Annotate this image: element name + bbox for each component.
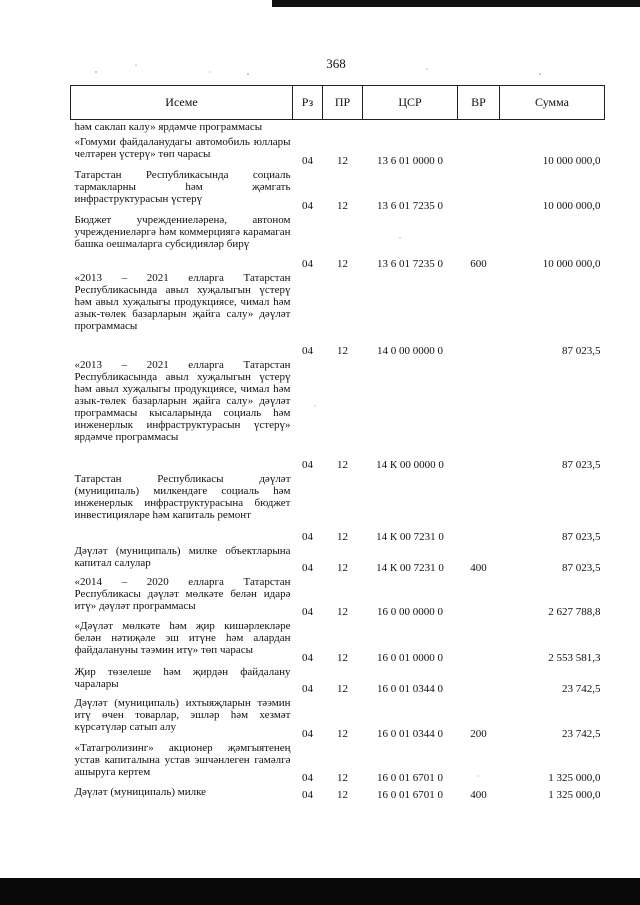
row-name: Дәүләт (муниципаль) ихтыяҗларын тәэмин итү өчен товарлар, эшләр һәм хезмәт күрсәтүләр сатып алу [74,696,291,733]
row-pr: 12 [337,651,348,664]
row-pr: 12 [337,682,348,695]
header-csr: ЦСР [363,86,458,120]
row-csr: 13 6 01 0000 0 [377,154,443,167]
row-name: Дәүләт (муниципаль) милке [74,785,207,798]
row-rz: 04 [302,530,313,543]
scan-edge-top [272,0,640,7]
table-row [71,358,605,472]
scan-edge-bottom [0,878,640,905]
table-row [71,741,605,785]
row-pr: 12 [337,727,348,740]
row-vr [458,741,500,785]
row-pr: 12 [337,561,348,574]
row-name: «Татагролизинг» акционер җәмгыятенең устав капиталына устав эшчәнлеген гамәлгә ашыруга кертем [74,741,291,778]
row-vr [458,665,500,696]
row-rz [293,120,323,135]
row-sum: 10 000 000,0 [542,257,601,270]
row-vr [458,619,500,665]
row-csr: 16 0 00 0000 0 [377,605,443,618]
row-pr: 12 [337,344,348,357]
row-sum: 23 742,5 [562,682,601,695]
row-vr [458,271,500,358]
budget-table [70,85,604,802]
table-row [71,696,605,741]
table-row [71,472,605,544]
table-row [71,135,605,168]
row-sum: 1 325 000,0 [548,771,601,784]
row-name: «Гомуми файдаланудагы автомобиль юллары челтәрен үстерү» төп чарасы [74,135,291,160]
table-row [71,544,605,575]
row-sum: 2 553 581,3 [548,651,601,664]
row-sum: 10 000 000,0 [542,199,601,212]
row-vr [458,472,500,544]
row-csr: 16 0 01 0344 0 [377,682,443,695]
row-sum: 87 023,5 [562,561,601,574]
row-name: һәм саклап калу» ярдәмче программасы [74,121,263,133]
row-rz: 04 [302,561,313,574]
table-row [71,575,605,619]
header-name: Исеме [71,86,293,120]
row-pr: 12 [337,257,348,270]
row-csr: 16 0 01 0000 0 [377,651,443,664]
table-row [71,168,605,213]
row-csr: 14 К 00 7231 0 [376,530,444,543]
row-rz: 04 [302,257,313,270]
row-rz: 04 [302,344,313,357]
header-rz: Рз [293,86,323,120]
row-name: Татарстан Республикасы дәүләт (муниципаль) милкендәге социаль һәм инженерлык инфраструктурасына бюджет инвестицияләре һәм капиталь ремонт [74,472,291,521]
row-pr: 12 [337,154,348,167]
row-name: «2014 – 2020 елларга Татарстан Республикасы дәүләт мөлкәте белән идарә итү» дәүләт программасы [74,575,291,612]
table-row [71,619,605,665]
table-row [71,271,605,358]
row-pr: 12 [337,199,348,212]
row-vr: 400 [470,561,487,574]
row-name: Бюджет учреждениеләренә, автоном учреждениеләргә һәм коммерциягә карамаган башка оешмаларга субсидияләр бирү [74,213,291,250]
row-vr [458,120,500,135]
row-pr: 12 [337,458,348,471]
row-sum: 10 000 000,0 [542,154,601,167]
header-vr: ВР [458,86,500,120]
row-name: «2013 – 2021 елларга Татарстан Республикасында авыл хуҗалыгын үстерү һәм авыл хуҗалыгы продукциясе, чимал һәм азык-төлек базарларын җайга салу» дәүләт программасы кысаларында социаль һәм инженерлык инфраструктурасын үстерү» ярдәмче программасы [74,358,291,443]
row-csr: 14 0 00 0000 0 [377,344,443,357]
row-vr: 200 [470,727,487,740]
row-sum: 23 742,5 [562,727,601,740]
row-pr: 12 [337,530,348,543]
row-rz: 04 [302,605,313,618]
row-rz: 04 [302,154,313,167]
row-name: «2013 – 2021 елларга Татарстан Республикасында авыл хуҗалыгын үстерү һәм авыл хуҗалыгы продукциясе, чимал һәм азык-төлек базарларын җайга салу» дәүләт программасы [74,271,291,332]
row-csr: 16 0 01 6701 0 [377,771,443,784]
row-csr: 13 6 01 7235 0 [377,257,443,270]
row-rz: 04 [302,771,313,784]
row-name: Җир төзелеше һәм җирдән файдалану чаралары [74,665,291,690]
row-pr: 12 [337,788,348,801]
header-sum: Сумма [500,86,605,120]
row-pr [323,120,363,135]
row-rz: 04 [302,651,313,664]
row-rz: 04 [302,727,313,740]
row-sum: 87 023,5 [562,344,601,357]
row-csr: 14 К 00 0000 0 [376,458,444,471]
table-row [71,665,605,696]
row-rz: 04 [302,199,313,212]
table-row [71,785,605,802]
row-rz: 04 [302,682,313,695]
row-name: Дәүләт (муниципаль) милке объектларына капитал салулар [74,544,291,569]
row-name: Татарстан Республикасында социаль тармакларны һәм җәмгать инфраструктурасын үстерү [74,168,291,205]
row-vr [458,135,500,168]
row-csr [363,120,458,135]
row-sum: 87 023,5 [562,530,601,543]
row-sum: 2 627 788,8 [548,605,601,618]
page-number: 368 [326,56,346,71]
row-vr [458,168,500,213]
row-rz: 04 [302,788,313,801]
row-vr [458,358,500,472]
row-pr: 12 [337,771,348,784]
table-header-row [71,86,605,120]
header-pr: ПР [323,86,363,120]
row-name: «Дәүләт мөлкәте һәм җир кишәрлекләре белән нәтиҗәле эш итүне һәм алардан файдалануны тәэмин итү» төп чарасы [74,619,291,656]
row-csr: 16 0 01 6701 0 [377,788,443,801]
row-csr: 16 0 01 0344 0 [377,727,443,740]
row-vr: 400 [470,788,487,801]
row-vr: 600 [470,257,487,270]
row-sum [500,120,605,135]
row-sum: 87 023,5 [562,458,601,471]
row-rz: 04 [302,458,313,471]
row-pr: 12 [337,605,348,618]
table-row [71,120,605,135]
row-sum: 1 325 000,0 [548,788,601,801]
row-csr: 13 6 01 7235 0 [377,199,443,212]
table-row [71,213,605,271]
row-vr [458,575,500,619]
row-csr: 14 К 00 7231 0 [376,561,444,574]
